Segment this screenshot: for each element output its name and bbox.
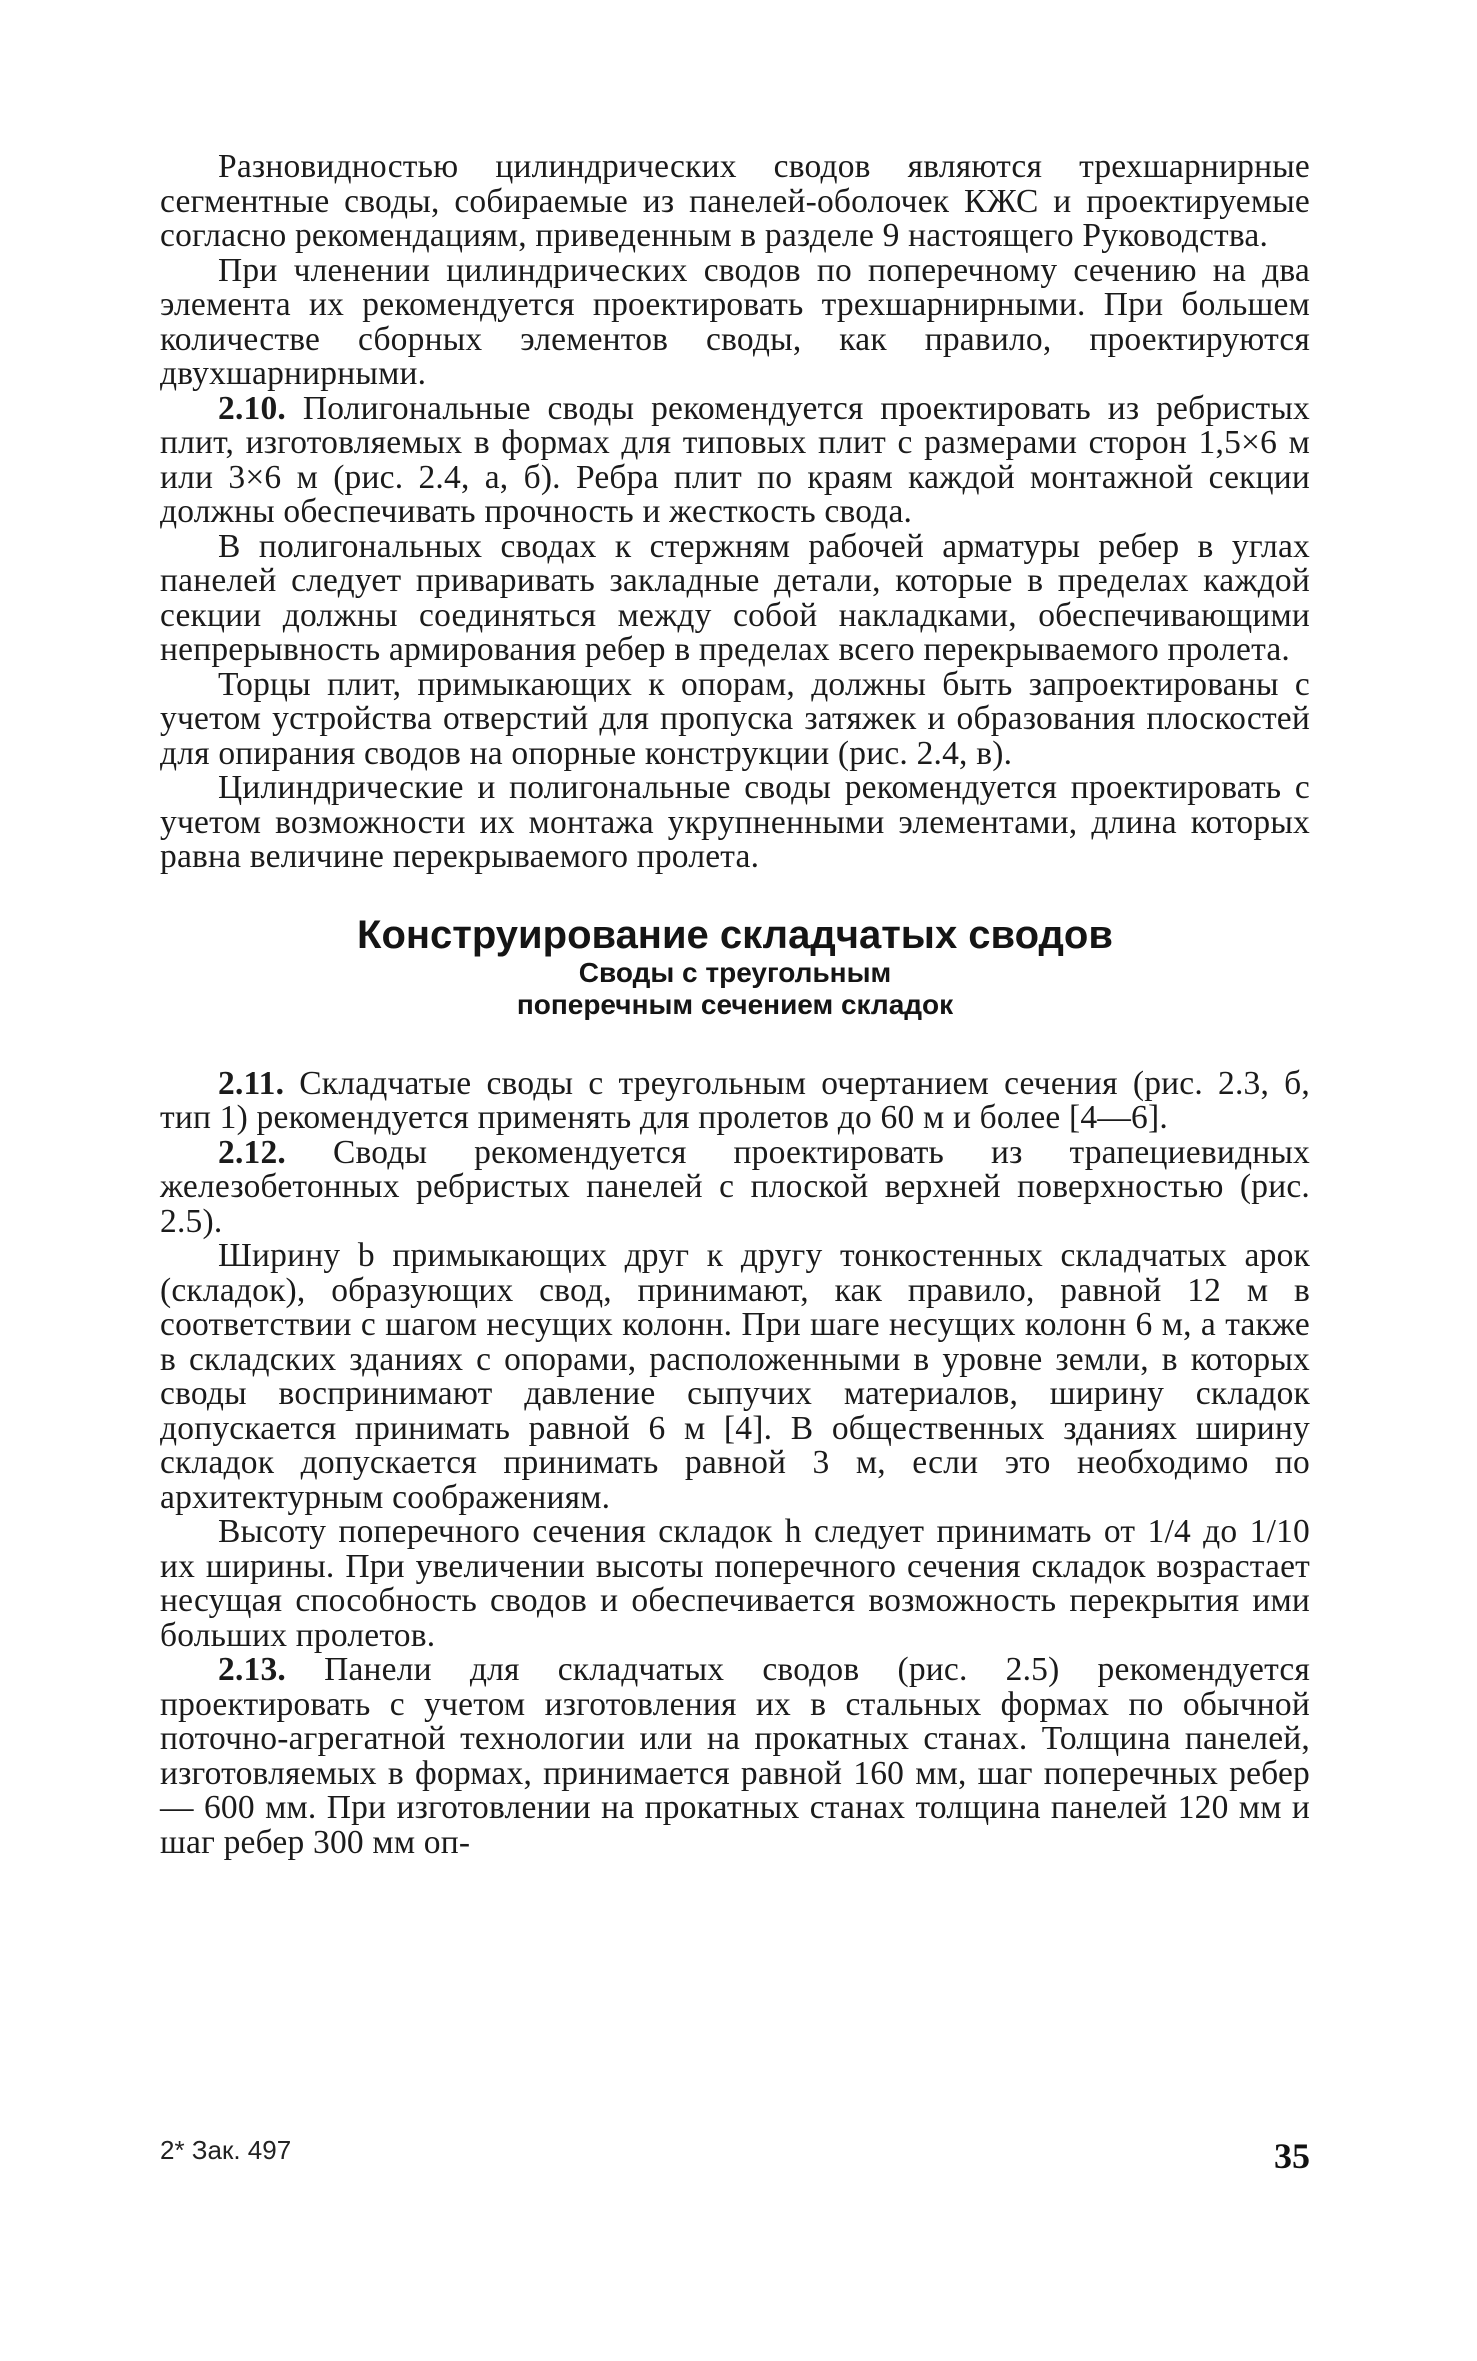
paragraph-number: 2.11. [218, 1064, 285, 1102]
paragraph-number: 2.13. [218, 1651, 286, 1688]
paragraph [160, 527, 1310, 668]
paragraph-text: Складчатые своды с треугольным очертанием сечения (рис. 2.3, б, тип 1) рекомендуется применять для пролетов до 60 м и более [4—6]. [160, 1064, 1310, 1136]
paragraph-text: При членении цилиндрических сводов по поперечному сечению на два элемента их рекомендуется проектировать трехшарнирными. При большем количестве сборных элементов своды, как правило, проектируются двухшарнирными. [160, 251, 1310, 392]
paragraph-text: Разновидностью цилиндрических сводов являются трехшарнирные сегментные своды, собираемые из панелей-оболочек КЖС и проектируемые согласно рекомендациям, приведенным в разделе 9 настоящего Руководства. [160, 148, 1310, 254]
page-footer [160, 2135, 1310, 2185]
paragraph-text: Полигональные своды рекомендуется проектировать из ребристых плит, изготовляемых в формах для типовых плит с размерами сторон 1,5×6 м или 3×6 м (рис. 2.4, а, б). Ребра плит по краям каждой монтажной секции должны обеспечивать прочность и жесткость свода. [160, 389, 1311, 530]
paragraph-2-10 [160, 389, 1311, 530]
page-body [160, 150, 1310, 1860]
paragraph-2-11 [160, 1064, 1310, 1136]
paragraph-text: Высоту поперечного сечения складок h следует принимать от 1/4 до 1/10 их ширины. При увеличении высоты поперечного сечения складок возрастает несущая способность сводов и обеспечивается возможность перекрытия ими больших пролетов. [160, 1513, 1310, 1654]
paragraph-text: Цилиндрические и полигональные своды рекомендуется проектировать с учетом возможности их монтажа укрупненными элементами, длина которых равна величине перекрываемого пролета. [160, 769, 1310, 875]
section-title: Конструирование складчатых сводов [357, 912, 1113, 957]
paragraph [160, 1239, 1310, 1515]
paragraph [160, 665, 1310, 772]
paragraph-number: 2.10. [218, 389, 286, 427]
paragraph [160, 150, 1310, 254]
paragraph-2-12 [160, 1133, 1310, 1240]
paragraph [160, 251, 1310, 392]
paragraph-2-13 [160, 1653, 1310, 1860]
paragraph-text: Панели для складчатых сводов (рис. 2.5) рекомендуется проектировать с учетом изготовления их в стальных формах по обычной поточно-агрегатной технологии или на прокатных станах. Толщина панелей, изготовляемых в формах, принимается равной 160 мм, шаг поперечных ребер — 600 мм. При изготовлении на прокатных станах толщина панелей 120 мм и шаг ребер 300 мм оп- [160, 1651, 1311, 1861]
section-subtitle [160, 957, 1310, 1021]
paragraph [160, 1515, 1310, 1653]
paragraph-text: Своды рекомендуется проектировать из трапециевидных железобетонных ребристых панелей с плоской верхней поверхностью (рис. 2.5). [160, 1133, 1310, 1240]
paragraph [160, 771, 1310, 875]
section-subtitle-line: поперечным сечением складок [516, 988, 954, 1020]
print-order-mark: 2* Зак. 497 [160, 2135, 292, 2165]
section-subtitle-line: Своды с треугольным [578, 956, 892, 988]
paragraph-number: 2.12. [218, 1133, 286, 1171]
paragraph-text: В полигональных сводах к стержням рабочей арматуры ребер в углах панелей следует приваривать закладные детали, которые в пределах каждой секции должны соединяться между собой накладками, обеспечивающими непрерывность армирования ребер в пределах всего перекрываемого пролета. [160, 527, 1310, 668]
paragraph-text: Торцы плит, примыкающих к опорам, должны быть запроектированы с учетом устройства отверстий для пропуска затяжек и образования плоскостей для опирания сводов на опорные конструкции (рис. 2.4, в). [160, 665, 1310, 772]
page-number: 35 [1274, 2136, 1310, 2176]
paragraph-text: Ширину b примыкающих друг к другу тонкостенных складчатых арок (складок), образующих свод, принимают, как правило, равной 12 м в соответствии с шагом несущих колонн. При шаге несущих колонн 6 м, а также в складских зданиях с опорами, расположенными в уровне земли, в которых своды воспринимают давление сыпучих материалов, ширину складок допускается принимать равной 6 м [4]. В общественных зданиях ширину складок допускается принимать равной 3 м, если это необходимо по архитектурным соображениям. [160, 1237, 1310, 1516]
